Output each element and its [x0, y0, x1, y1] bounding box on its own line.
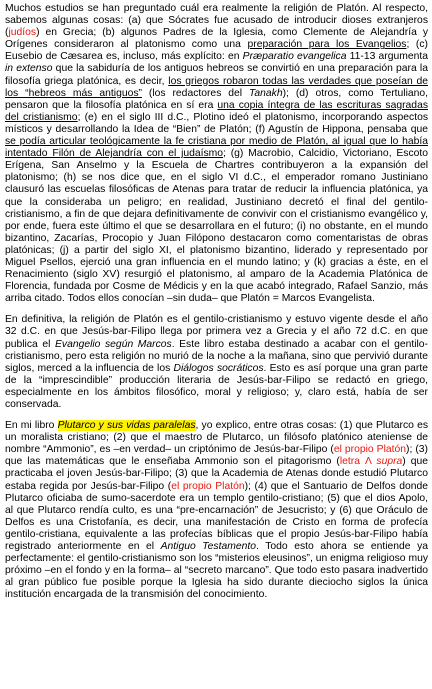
paragraph-1	[5, 3, 428, 305]
italic-text-run: Tanakh	[249, 87, 283, 99]
text-run: ; (c) Eusebio de Cæsarea es, incluso, más explícito: en	[5, 39, 428, 63]
text-run: ; (e) en el siglo III d.C., Plotino ideó el platonismo, incorporando aspectos místicos y desarrollando la Idea de “Bien” de Platón; (f) Agustín de Hippona, pensaba que	[5, 111, 429, 135]
text-run: ; (g) Macrobio, Calcidio, Victoriano, Escoto Erígena, San Anselmo y la Escuela de Chartres contribuyeron a la expansión del platonismo; (h) se nos dice que, en el siglo VI d.C., el emperador romano Justiniano clausuró las escuelas filosóficas de Atenas para tratar de reducir la influencia platónica, ya que la consideraba un peligro; en realidad, Justiniano decretó el final del gentilo-cristianismo, a fin de que dejara definitivamente de convivir con el cristianismo evangélico y, por ende, fuera este último el que se desarrollara en el futuro; (i) no obstante, en el mundo bizantino, Zacarías, Procopio y Juan Filópono destacaron como comentaristas de obras platónicas; (j) a partir del siglo XI, el platonismo bizantino, liderado y representado por Miguel Psellos, ejerció una gran influencia en el mundo latino; y (k) gracias a éste, en el Renacimiento (siglo XV) resurgió el platonismo, al amparo de la Academia Platónica de Florencia, fundada por Cosme de Médicis y en la que acabó integrado, Rafael Sanzio, más arriba citado. Todos ellos conocían –sin duda– que Platón = Marcos Evangelista.	[5, 148, 428, 305]
text-run: , yo explico, entre otras cosas: (1) que Plutarco es un moralista cristiano; (2) que el maestro de Plutarco, un filósofo platónico ateniense de nombre “Ammonio”, es –en verdad– un criptónimo de Jesús-bar-Filipo (	[5, 420, 428, 456]
text-run: 11-13 argumenta	[346, 51, 428, 63]
text-run: En definitiva, la religión de Platón es el gentilo-cristianismo y estuvo vigente desde el año 32 d.C. en que Jesús-bar-Filipo llega por primera vez a Grecia y el año 72 d.C. en que publica el	[5, 314, 428, 350]
text-run: . Esto es así porque una gran parte de la “imprescindible” producción literaria de Jesús-bar-Filipo se redactó en griego, especialmente en los ámbitos filosófico, moral y religioso; y, claro está, había de ser conservada.	[5, 362, 428, 410]
text-run: . Este libro estaba destinado a acabar con el gentilo-cristianismo, pero esta religión no murió de la noche a la mañana, sino que pervivió durante siglos, merced a la influencia de los	[5, 338, 428, 374]
highlighted-book-title: Plutarco y sus vidas paralelas	[57, 420, 196, 432]
underlined-text-run: se podía articular teológicamente la fe cristiana por medio de Platón, al igual que lo había intentado Filón de Alejandría con el judaísmo	[5, 136, 428, 160]
text-run: (los redactores del	[141, 87, 250, 99]
italic-text-run: Præparatio evangelica	[242, 51, 347, 63]
text-run: ); (d) otros, como Tertuliano, pensaron que la filosofía platónica en sí era	[5, 87, 429, 111]
text-run: ) en Grecia; (b) algunos Padres de la Iglesia, como Clemente de Alejandría y Orígenes consideraron al platonismo como una	[5, 27, 428, 51]
text-run: ); (3) que las matemáticas que le enseñaba Ammonio son el pitagorismo (	[5, 444, 428, 468]
text-run: En mi libro	[5, 420, 58, 432]
red-text-run: el propio Platón	[333, 444, 407, 456]
italic-text-run: Evangelio según Marcos	[55, 338, 172, 350]
text-run: que la sabiduría de los antiguos hebreos se convirtió en una preparación para la filosofía griega platónica, es decir,	[5, 63, 428, 87]
text-run: Muchos estudios se han preguntado cuál era realmente la religión de Platón. Al respecto, sabemos algunas cosas: (a) que Sócrates fue acusado de introducir dioses extranjeros (	[5, 3, 428, 39]
paragraph-2	[5, 314, 428, 411]
italic-text-run: in extenso	[5, 63, 53, 75]
italic-text-run: Diálogos socráticos	[173, 362, 264, 374]
red-text-run: supra	[376, 456, 403, 468]
red-text-run: judíos	[8, 27, 37, 39]
text-run: . Todo esto ahora se entiende ya perfectamente: el gentilo-cristianismo son los “misterios eleusinos”, un enigma religioso muy próximo –en el fondo y en la forma– al “secreto marcano”. Que todo esto pasara inadvertido al gran público fue posible porque la Iglesia ha sido durante dieciocho siglos la única institución encargada de la transmisión del conocimiento.	[5, 541, 429, 601]
text-run: ); (4) que el Santuario de Delfos donde Plutarco oficiaba de sumo-sacerdote era un templo gentilo-cristiano; (5) que el dios Apolo, al que Plutarco rendía culto, es una “pre-encarnación” de Jesucristo; y (6) que Oráculo de Delfos es una Cristofanía, es decir, una manifestación de Cristo en forma de profecía gentilo-cristiana, equivalente a las profecías bíblicas que el propio Jesús-bar-Filipo había registrado anteriormente en el	[5, 480, 428, 553]
underlined-text-run: una copia íntegra de las escrituras sagradas del cristianismo	[5, 99, 428, 123]
underlined-text-run: los griegos robaron todas las verdades que poseían de los “hebreos más antiguos”	[5, 75, 428, 99]
underlined-text-run: preparación para los Evangelios	[247, 39, 407, 51]
italic-text-run: Antiguo Testamento	[160, 541, 256, 553]
paragraph-3	[5, 420, 428, 601]
red-text-run: el propio Platón	[171, 480, 245, 492]
text-run: ) que practicaba el joven Jesús-bar-Filipo; (3) que la Academia de Atenas donde estudió Plutarco estaba regida por Jesús-bar-Filipo (	[5, 456, 428, 492]
red-text-run: letra Λ	[339, 456, 377, 468]
